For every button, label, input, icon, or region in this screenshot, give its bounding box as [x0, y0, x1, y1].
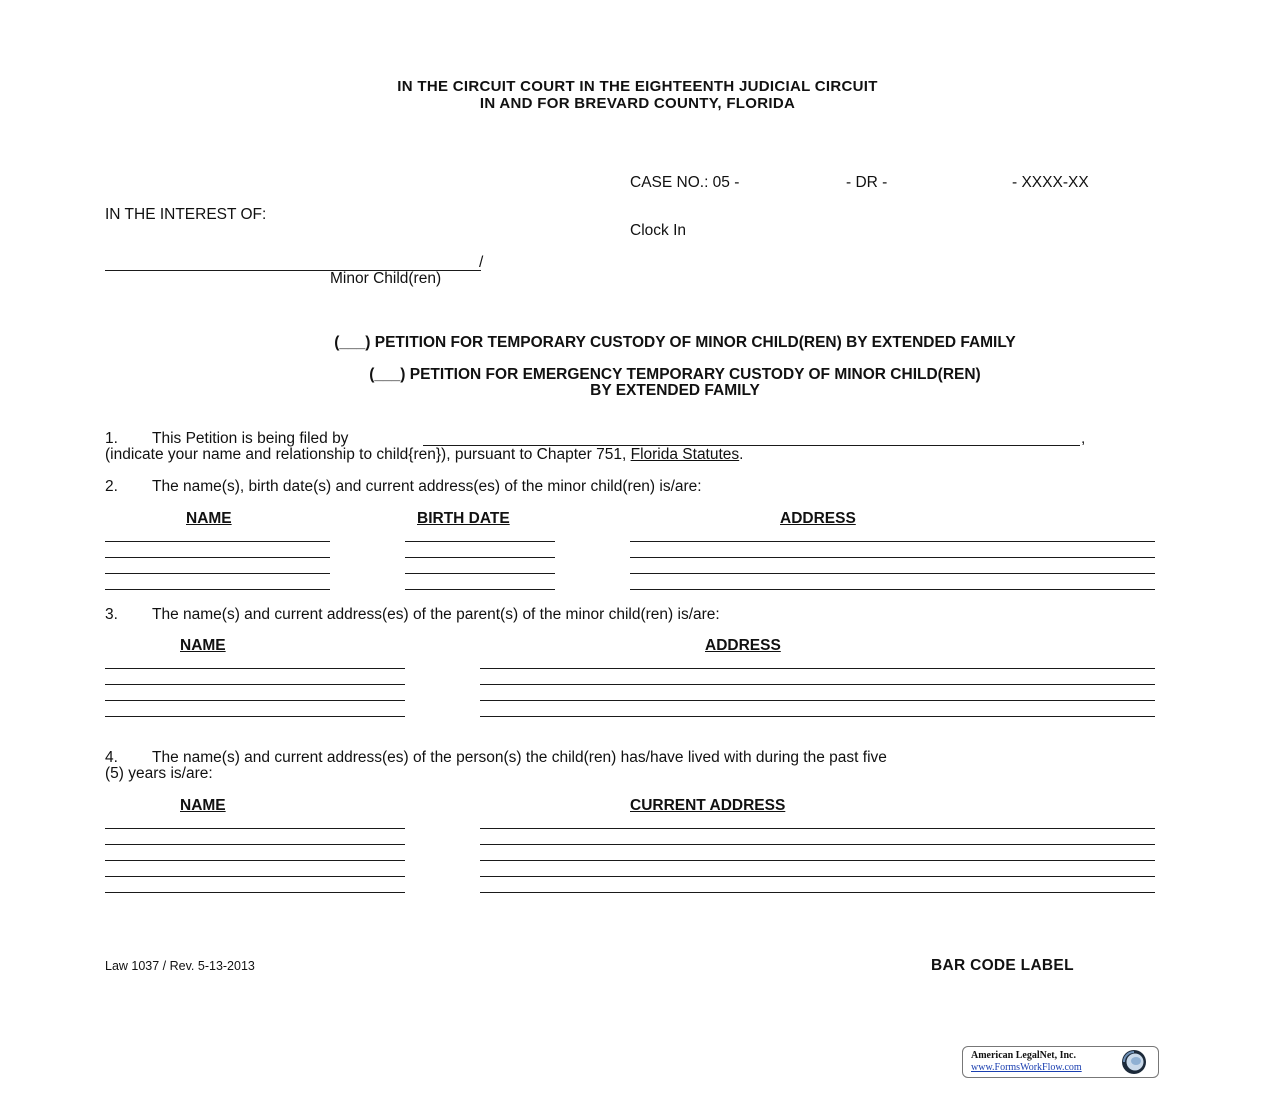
form-id: Law 1037 / Rev. 5-13-2013 — [105, 959, 255, 973]
petition-title-emergency-line2: BY EXTENDED FAMILY — [590, 382, 760, 399]
resident-name-line-2[interactable] — [105, 844, 405, 845]
parent-name-line-3[interactable] — [105, 700, 405, 701]
resident-address-line-5[interactable] — [480, 892, 1155, 893]
child-birthdate-line-2[interactable] — [405, 557, 555, 558]
resident-name-line-3[interactable] — [105, 860, 405, 861]
court-header-line2: IN AND FOR BREVARD COUNTY, FLORIDA — [479, 95, 796, 112]
resident-name-line-5[interactable] — [105, 892, 405, 893]
s3-header-name: NAME — [180, 637, 226, 654]
case-number-label: CASE NO.: 05 - — [630, 174, 740, 191]
section2-number: 2. — [105, 478, 118, 495]
petition-title-temporary: (___) PETITION FOR TEMPORARY CUSTODY OF MINOR CHILD(REN) BY EXTENDED FAMILY — [334, 334, 1016, 351]
section2-text: The name(s), birth date(s) and current address(es) of the minor child(ren) is/are: — [152, 478, 702, 495]
s4-header-current-address: CURRENT ADDRESS — [630, 797, 786, 814]
s2-header-name: NAME — [186, 510, 232, 527]
section4-number: 4. — [105, 749, 118, 766]
parent-name-line-1[interactable] — [105, 668, 405, 669]
section1-instruction: (indicate your name and relationship to child{ren}), pursuant to Chapter 751, — [105, 446, 631, 463]
section1-text: This Petition is being filed by — [152, 430, 349, 447]
parent-name-line-2[interactable] — [105, 684, 405, 685]
child-address-line-3[interactable] — [630, 573, 1155, 574]
resident-name-line-4[interactable] — [105, 876, 405, 877]
florida-statutes: Florida Statutes — [630, 446, 740, 463]
child-birthdate-line-4[interactable] — [405, 589, 555, 590]
child-address-line-4[interactable] — [630, 589, 1155, 590]
child-birthdate-line-3[interactable] — [405, 573, 555, 574]
section3-number: 3. — [105, 606, 118, 623]
section4-text: The name(s) and current address(es) of the person(s) the child(ren) has/have lived with during the past five — [152, 749, 887, 766]
section1-number: 1. — [105, 430, 118, 447]
section1-comma: , — [1081, 430, 1086, 447]
case-dr-label: - DR - — [846, 174, 888, 191]
child-birthdate-line-1[interactable] — [405, 541, 555, 542]
section1-line2 — [105, 446, 743, 464]
logo-company-name: American LegalNet, Inc. — [971, 1050, 1076, 1061]
child-address-line-1[interactable] — [630, 541, 1155, 542]
child-name-line-4[interactable] — [105, 589, 330, 590]
s3-header-address: ADDRESS — [705, 637, 781, 654]
american-legalnet-logo[interactable] — [962, 1046, 1159, 1078]
resident-address-line-2[interactable] — [480, 844, 1155, 845]
section4-text-line2: (5) years is/are: — [105, 765, 213, 782]
parent-address-line-4[interactable] — [480, 716, 1155, 717]
resident-name-line-1[interactable] — [105, 828, 405, 829]
slash: / — [479, 254, 484, 271]
clock-in-label: Clock In — [630, 222, 686, 239]
globe-icon — [1121, 1049, 1147, 1075]
parent-address-line-2[interactable] — [480, 684, 1155, 685]
case-suffix: - XXXX-XX — [1012, 174, 1089, 191]
section1-period: . — [739, 446, 744, 463]
resident-address-line-3[interactable] — [480, 860, 1155, 861]
parent-name-line-4[interactable] — [105, 716, 405, 717]
court-header-line1: IN THE CIRCUIT COURT IN THE EIGHTEENTH JUDICIAL CIRCUIT — [397, 78, 878, 95]
child-name-line-1[interactable] — [105, 541, 330, 542]
logo-url-link[interactable]: www.FormsWorkFlow.com — [971, 1062, 1082, 1073]
child-name-line-3[interactable] — [105, 573, 330, 574]
minor-child-label: Minor Child(ren) — [330, 270, 442, 287]
petition-title-emergency-line1: (___) PETITION FOR EMERGENCY TEMPORARY CUSTODY OF MINOR CHILD(REN) — [369, 366, 981, 383]
resident-address-line-1[interactable] — [480, 828, 1155, 829]
interest-label: IN THE INTEREST OF: — [105, 206, 267, 223]
s4-header-name: NAME — [180, 797, 226, 814]
child-address-line-2[interactable] — [630, 557, 1155, 558]
s2-header-birth-date: BIRTH DATE — [417, 510, 510, 527]
bar-code-label: BAR CODE LABEL — [931, 957, 1074, 974]
child-name-line-2[interactable] — [105, 557, 330, 558]
parent-address-line-1[interactable] — [480, 668, 1155, 669]
s2-header-address: ADDRESS — [780, 510, 856, 527]
section3-text: The name(s) and current address(es) of the parent(s) of the minor child(ren) is/are: — [152, 606, 720, 623]
resident-address-line-4[interactable] — [480, 876, 1155, 877]
parent-address-line-3[interactable] — [480, 700, 1155, 701]
